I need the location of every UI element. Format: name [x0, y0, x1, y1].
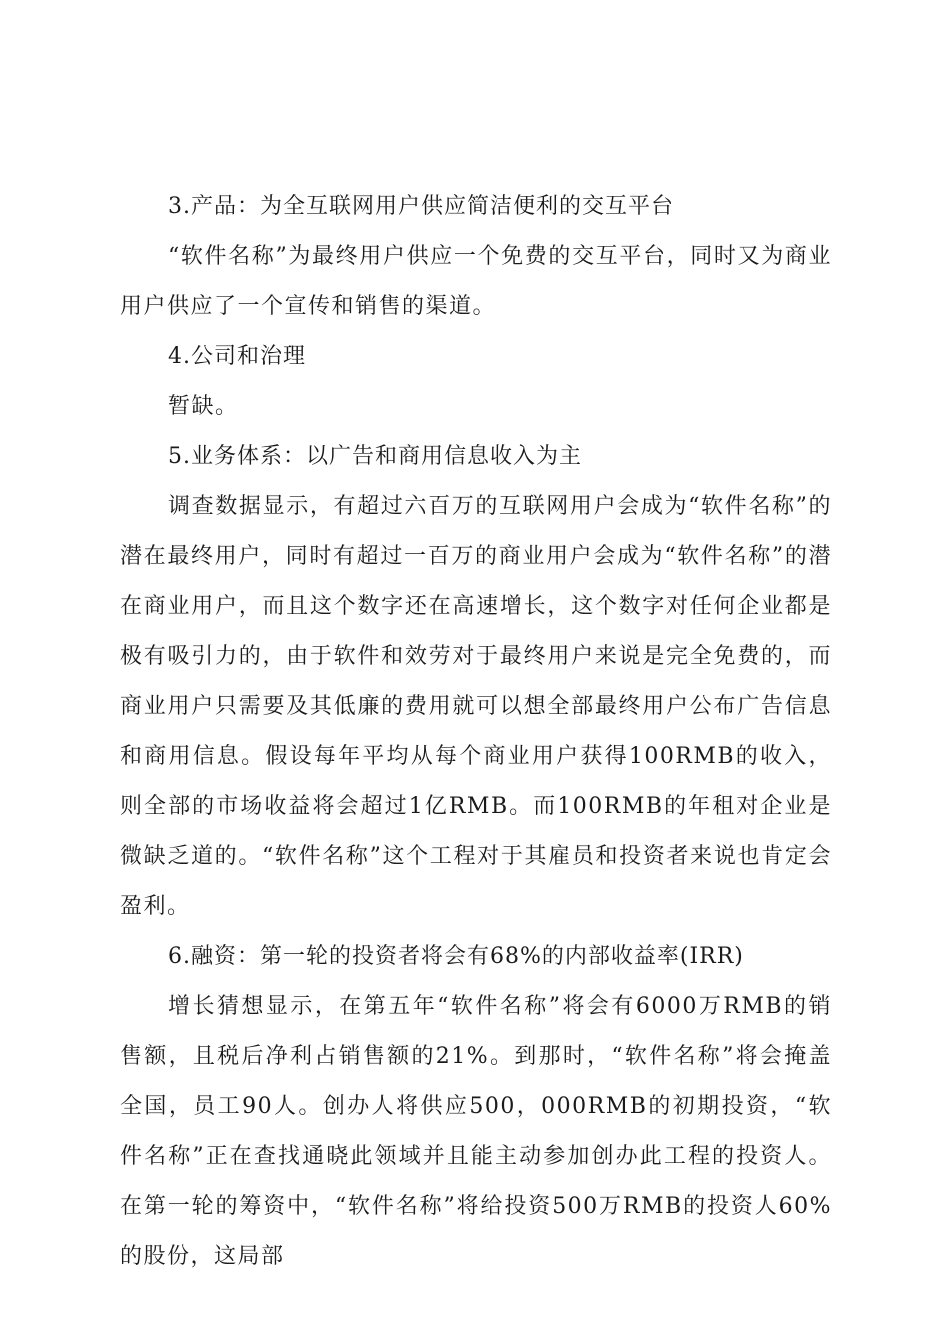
section-heading-business: 5.业务体系：以广告和商用信息收入为主 — [168, 444, 582, 469]
paragraph-company: 暂缺。 — [168, 394, 239, 419]
paragraph-business: 调查数据显示，有超过六百万的互联网用户会成为“软件名称”的潜在最终用户，同时有超过一百万的商业用户会成为“软件名称”的潜在商业用户，而且这个数字还在高速增长，这个数字对任何企业都是极有吸引力的，由于软件和效劳对于最终用户来说是完全免费的，而商业用户只需要及其低廉的费用就可以想全部最终用户公布广告信息和商用信息。假设每年平均从每个商业用户获得100RMB的收入，则全部的市场收益将会超过1亿RMB。而100RMB的年租对企业是微缺乏道的。“软件名称”这个工程对于其雇员和投资者来说也肯定会盈利。 — [120, 494, 832, 919]
section-heading-company: 4.公司和治理 — [168, 344, 306, 369]
paragraph-financing: 增长猜想显示，在第五年“软件名称”将会有6000万RMB的销售额，且税后净利占销售额的21%。到那时，“软件名称”将会掩盖全国，员工90人。创办人将供应500，000RMB的初期投资，“软件名称”正在查找通晓此领域并且能主动参加创办此工程的投资人。在第一轮的筹资中，“软件名称”将给投资500万RMB的投资人60%的股份，这局部 — [120, 994, 832, 1269]
section-heading-product: 3.产品：为全互联网用户供应简洁便利的交互平台 — [168, 194, 674, 219]
paragraph-product: “软件名称”为最终用户供应一个免费的交互平台，同时又为商业用户供应了一个宣传和销售的渠道。 — [120, 244, 832, 319]
document-body — [120, 182, 832, 1282]
section-heading-financing: 6.融资：第一轮的投资者将会有68%的内部收益率(IRR) — [168, 944, 744, 969]
